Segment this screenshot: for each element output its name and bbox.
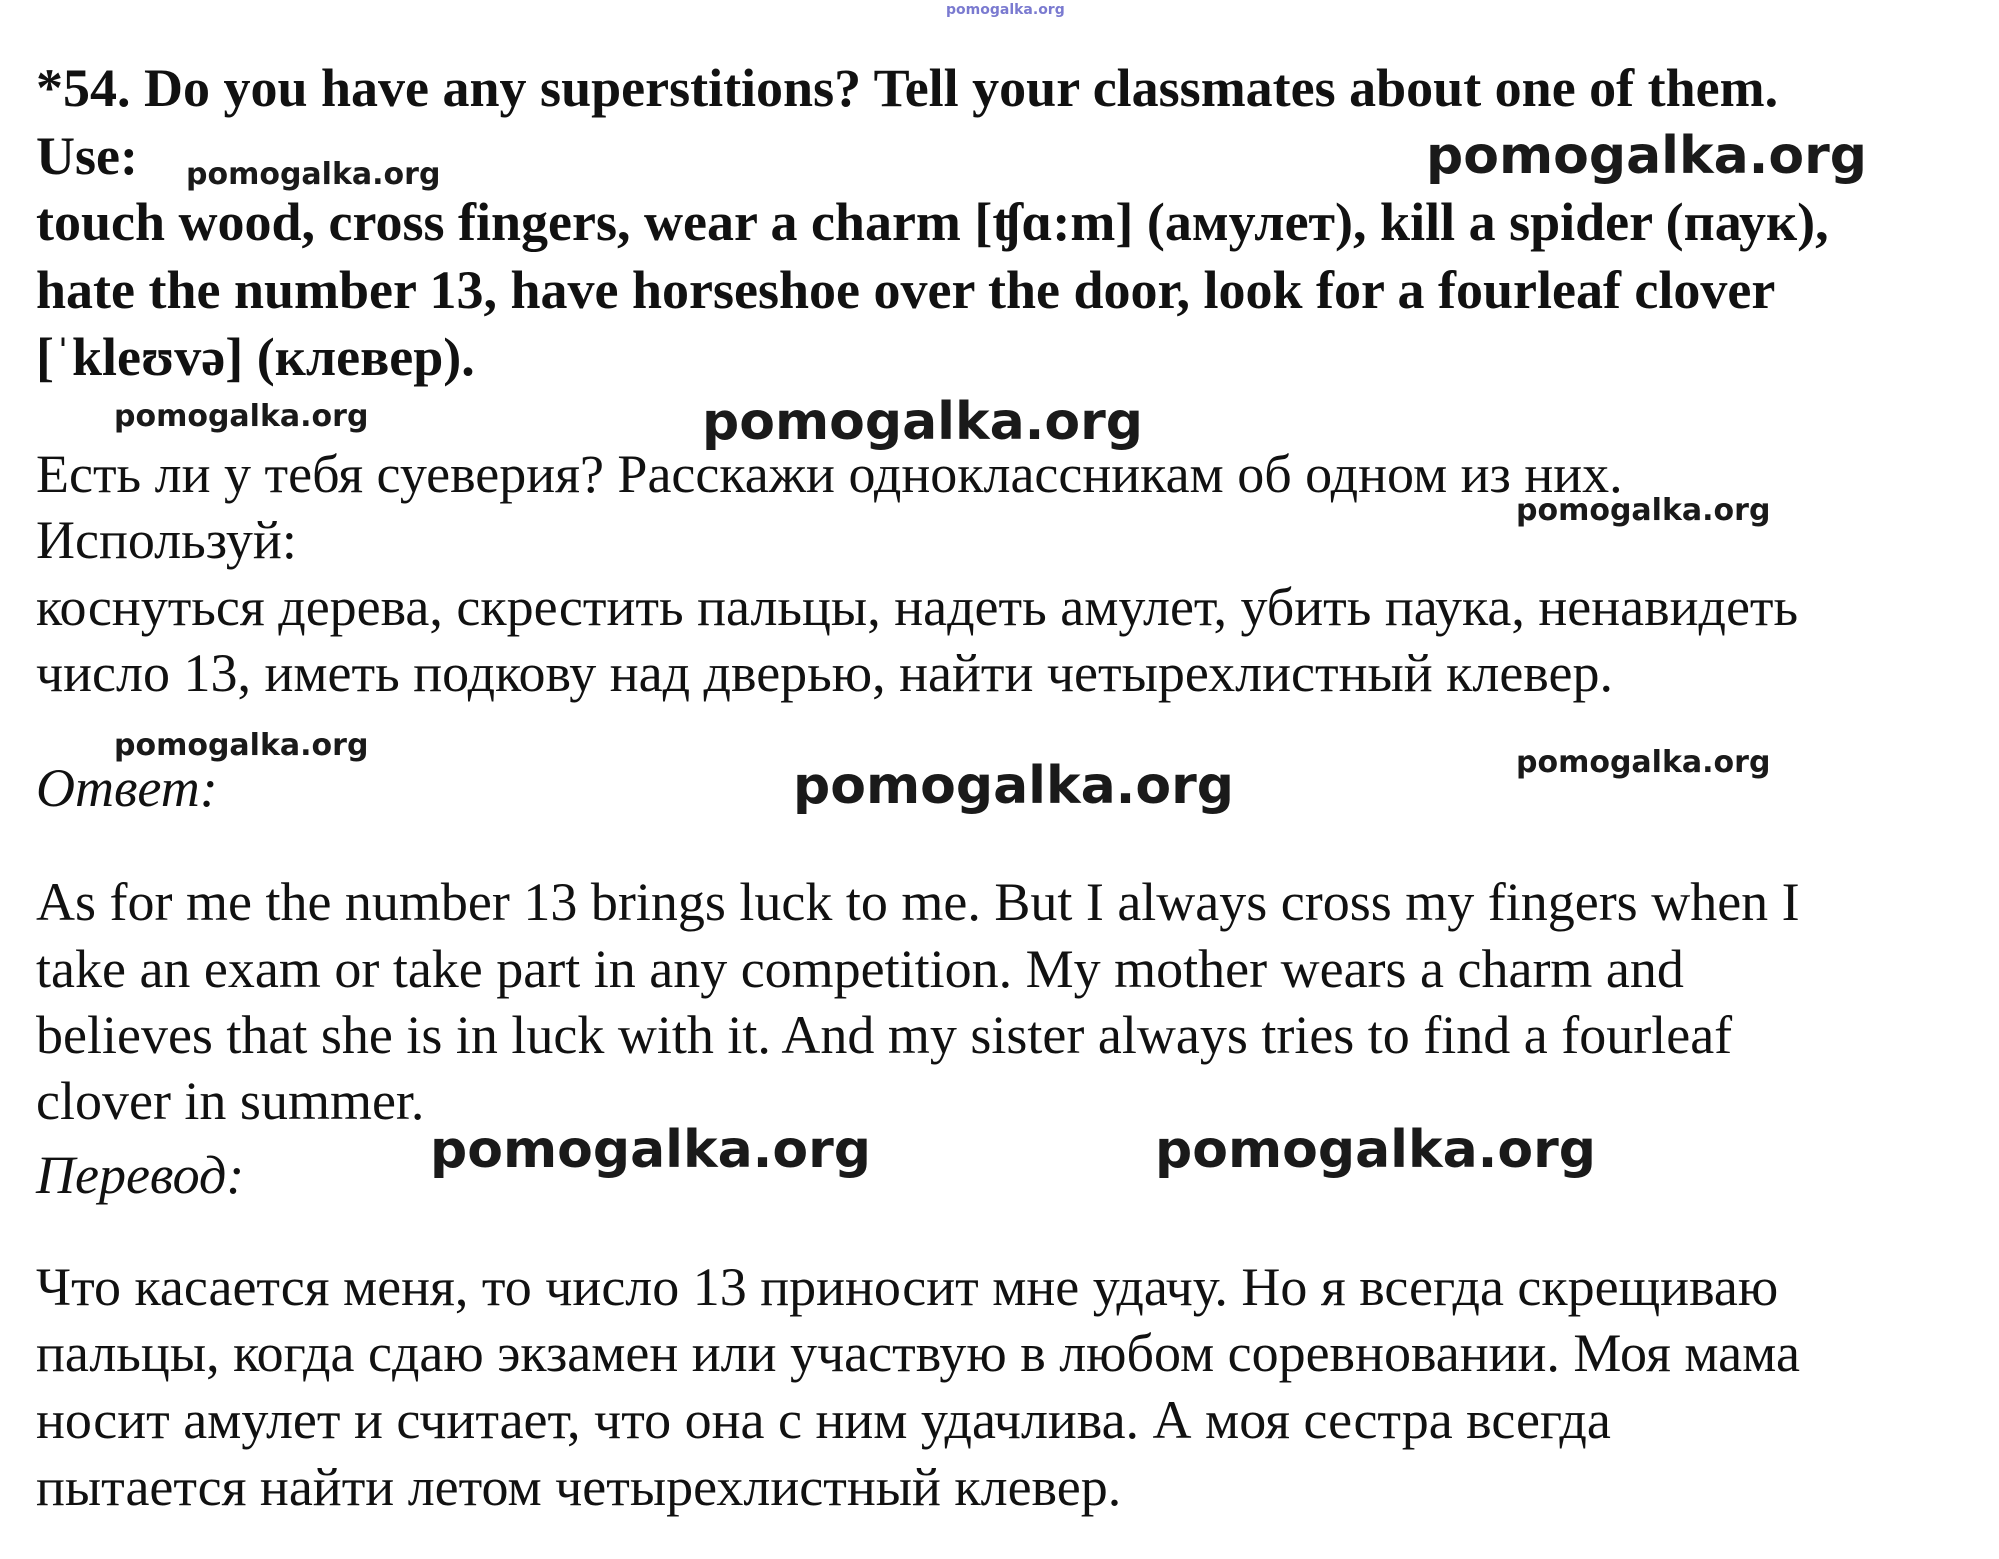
watermark: pomogalka.org xyxy=(430,1120,872,1180)
header-watermark: pomogalka.org xyxy=(946,2,1065,18)
answer-line-1: As for me the number 13 brings luck to me. But I always cross my fingers when I xyxy=(36,872,1800,932)
watermark: pomogalka.org xyxy=(114,399,369,434)
watermark: pomogalka.org xyxy=(1516,493,1771,528)
task-phrases-line-2: hate the number 13, have horseshoe over the door, look for a fourleaf clover xyxy=(36,260,1776,320)
task-translation-line-2: Используй: xyxy=(36,510,297,570)
task-phrases-line-1: touch wood, cross fingers, wear a charm [ʧɑ:m] (амулет), kill a spider (паук), xyxy=(36,192,1829,252)
watermark: pomogalka.org xyxy=(1426,126,1868,186)
answer-line-3: believes that she is in luck with it. And my sister always tries to find a fourleaf xyxy=(36,1005,1733,1065)
task-phrases-line-3: [ˈkleʊvə] (клевер). xyxy=(36,327,475,387)
answer-line-4: clover in summer. xyxy=(36,1071,425,1131)
task-use-label: Use: xyxy=(36,126,138,186)
task-title: *54. Do you have any superstitions? Tell your classmates about one of them. xyxy=(36,58,1779,118)
watermark: pomogalka.org xyxy=(114,728,369,763)
task-translation-line-1: Есть ли у тебя суеверия? Расскажи одноклассникам об одном из них. xyxy=(36,444,1623,504)
watermark: pomogalka.org xyxy=(1155,1120,1597,1180)
task-translation-line-3: коснуться дерева, скрестить пальцы, надеть амулет, убить паука, ненавидеть xyxy=(36,577,1799,637)
translation-line-2: пальцы, когда сдаю экзамен или участвую в любом соревновании. Моя мама xyxy=(36,1323,1800,1383)
task-translation-line-4: число 13, иметь подкову над дверью, найти четырехлистный клевер. xyxy=(36,643,1613,703)
translation-line-3: носит амулет и считает, что она с ним удачлива. А моя сестра всегда xyxy=(36,1390,1611,1450)
watermark: pomogalka.org xyxy=(793,756,1235,816)
watermark: pomogalka.org xyxy=(186,157,441,192)
watermark: pomogalka.org xyxy=(702,392,1144,452)
translation-line-1: Что касается меня, то число 13 приносит мне удачу. Но я всегда скрещиваю xyxy=(36,1257,1779,1317)
watermark: pomogalka.org xyxy=(1516,745,1771,780)
translation-label: Перевод: xyxy=(36,1145,245,1205)
answer-label: Ответ: xyxy=(36,758,218,818)
answer-line-2: take an exam or take part in any competition. My mother wears a charm and xyxy=(36,939,1684,999)
translation-line-4: пытается найти летом четырехлистный клевер. xyxy=(36,1457,1122,1517)
